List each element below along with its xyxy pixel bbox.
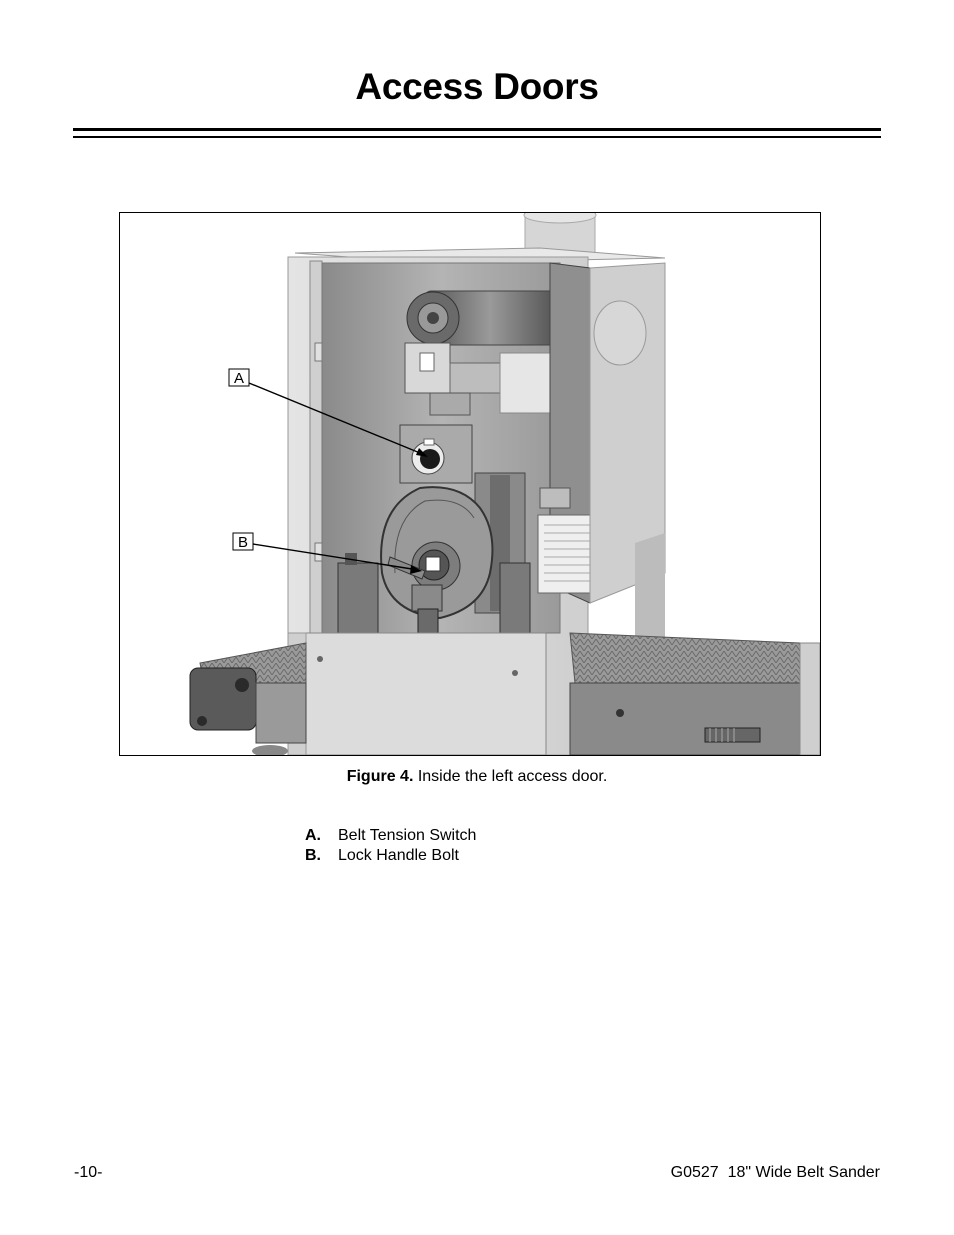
belt-sander-illustration [120,213,820,755]
brand-medallion [594,301,646,365]
caption-label: Figure 4. [346,768,414,785]
caption-text: Inside the left access door. [413,768,608,785]
title-rule-bottom [73,136,881,138]
page-number: -10- [74,1164,103,1181]
callout-label-a: A [233,370,245,387]
figure-photo [119,212,821,756]
page-title: Access Doors [355,66,599,107]
legend-item [305,846,476,866]
legend-key: B. [305,847,321,864]
legend-key: A. [305,827,321,844]
figure-legend [305,826,476,866]
figure-caption [0,768,954,786]
open-door-edge [310,261,322,641]
legend-text: Lock Handle Bolt [338,847,459,864]
lower-cabinet [306,633,546,755]
legend-text: Belt Tension Switch [338,827,477,844]
manual-title: G0527 18" Wide Belt Sander [670,1164,880,1181]
title-rule-top [73,128,881,131]
manufacturer-badge [540,488,570,508]
callout-label-b: B [237,534,249,551]
legend-item [305,826,476,846]
